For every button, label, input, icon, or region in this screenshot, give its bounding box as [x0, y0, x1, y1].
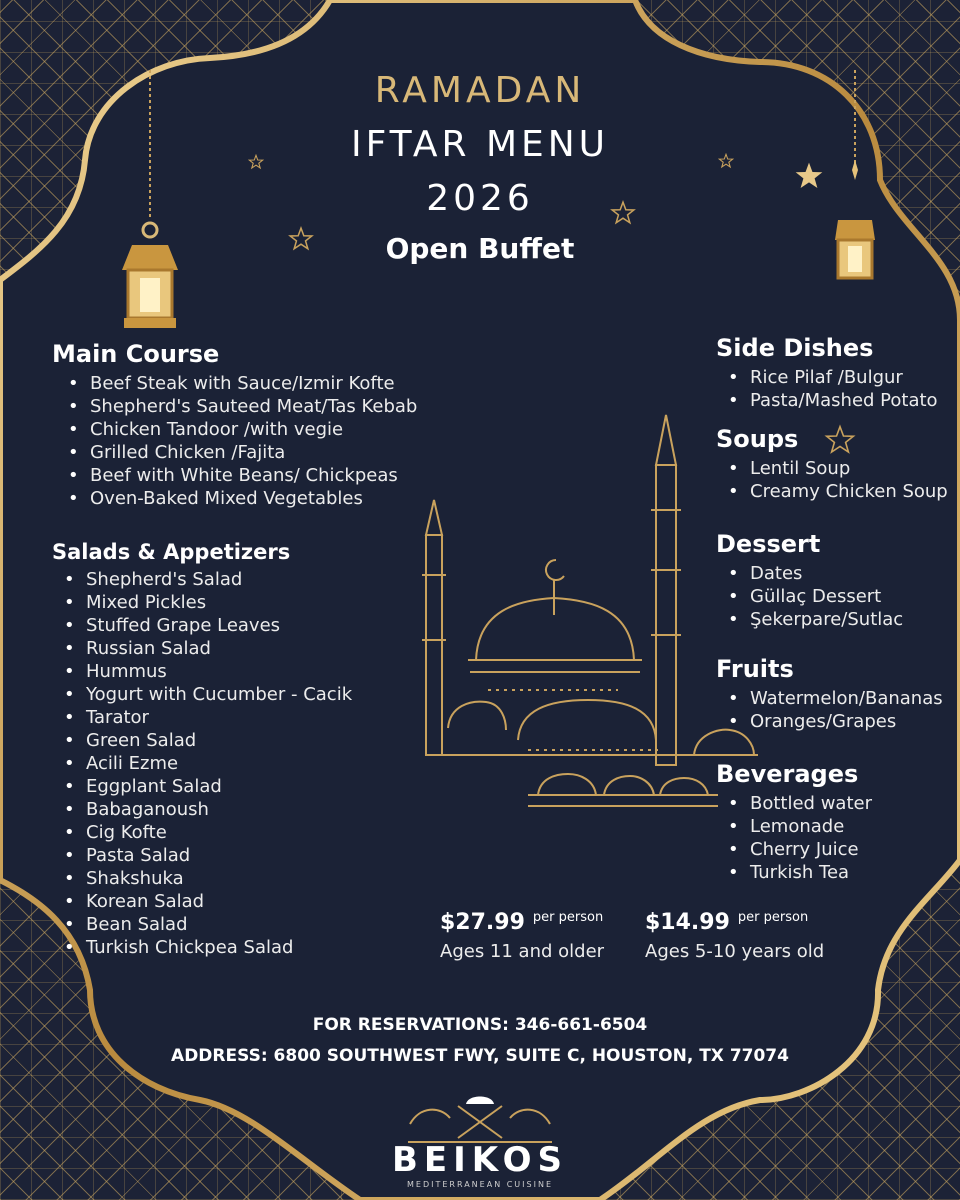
menu-item: • Shakshuka — [86, 867, 352, 890]
menu-title-iftar: IFTAR MENU — [350, 124, 610, 165]
mosque-illustration — [408, 410, 768, 830]
menu-item: • Oranges/Grapes — [750, 710, 943, 733]
menu-item: • Watermelon/Bananas — [750, 687, 943, 710]
reservations-line: FOR RESERVATIONS: 346-661-6504 — [312, 1015, 648, 1035]
menu-list — [716, 366, 938, 412]
menu-item: • Bottled water — [750, 792, 872, 815]
menu-item: • Beef Steak with Sauce/Izmir Kofte — [90, 372, 417, 395]
child-price-unit: per person — [737, 910, 809, 925]
adult-price-unit: per person — [532, 910, 604, 925]
menu-item: • Pasta/Mashed Potato — [750, 389, 938, 412]
menu-item: • Creamy Chicken Soup — [750, 480, 948, 503]
menu-item: • Pasta Salad — [86, 844, 352, 867]
menu-item: • Acili Ezme — [86, 752, 352, 775]
soups-section — [716, 425, 948, 503]
menu-item: • Cherry Juice — [750, 838, 872, 861]
menu-item: • Turkish Chickpea Salad — [86, 936, 352, 959]
menu-item: • Beef with White Beans/ Chickpeas — [90, 464, 417, 487]
menu-item: • Tarator — [86, 706, 352, 729]
menu-item: • Chicken Tandoor /with vegie — [90, 418, 417, 441]
menu-item: • Shepherd's Salad — [86, 568, 352, 591]
section-heading: Fruits — [716, 655, 794, 683]
menu-list — [716, 687, 943, 733]
dessert-section — [716, 530, 903, 631]
adult-age-range: Ages 11 and older — [440, 941, 605, 962]
menu-item: • Grilled Chicken /Fajita — [90, 441, 417, 464]
menu-item: • Green Salad — [86, 729, 352, 752]
side-dishes-section — [716, 334, 938, 412]
menu-item: • Yogurt with Cucumber - Cacik — [86, 683, 352, 706]
menu-item: • Russian Salad — [86, 637, 352, 660]
menu-item: • Lentil Soup — [750, 457, 948, 480]
menu-list — [716, 562, 903, 631]
address-line: ADDRESS: 6800 SOUTHWEST FWY, SUITE C, HOUSTON, TX 77074 — [171, 1046, 789, 1066]
menu-subtitle: Open Buffet — [385, 232, 575, 265]
salads-section — [52, 540, 352, 959]
menu-item: • Oven-Baked Mixed Vegetables — [90, 487, 417, 510]
adult-price-block — [440, 910, 604, 962]
child-price: $14.99 — [645, 910, 730, 935]
menu-item: • Shepherd's Sauteed Meat/Tas Kebab — [90, 395, 417, 418]
main-course-section — [52, 340, 417, 510]
menu-item: • Mixed Pickles — [86, 591, 352, 614]
section-heading: Side Dishes — [716, 334, 874, 362]
menu-list — [716, 792, 872, 884]
menu-item: • Eggplant Salad — [86, 775, 352, 798]
adult-price: $27.99 — [440, 910, 525, 935]
menu-item: • Şekerpare/Sutlac — [750, 608, 903, 631]
fork-knife-logo-icon — [400, 1088, 560, 1144]
menu-item: • Hummus — [86, 660, 352, 683]
child-age-range: Ages 5-10 years old — [645, 941, 825, 962]
menu-list — [52, 372, 417, 510]
child-price-block — [645, 910, 824, 962]
menu-list — [52, 568, 352, 959]
section-heading: Dessert — [716, 530, 821, 558]
menu-item: • Babaganoush — [86, 798, 352, 821]
menu-item: • Lemonade — [750, 815, 872, 838]
menu-title-ramadan: RAMADAN — [374, 70, 586, 111]
brand-name: BEIKOS — [391, 1140, 568, 1180]
menu-item: • Stuffed Grape Leaves — [86, 614, 352, 637]
menu-item: • Güllaç Dessert — [750, 585, 903, 608]
section-heading: Beverages — [716, 760, 859, 788]
section-heading: Soups — [716, 425, 799, 453]
fruits-section — [716, 655, 943, 733]
section-heading: Main Course — [52, 340, 220, 368]
beverages-section — [716, 760, 872, 884]
menu-item: • Korean Salad — [86, 890, 352, 913]
menu-list — [716, 457, 948, 503]
menu-title-year: 2026 — [426, 178, 534, 219]
menu-item: • Rice Pilaf /Bulgur — [750, 366, 938, 389]
menu-item: • Dates — [750, 562, 903, 585]
section-heading: Salads & Appetizers — [52, 540, 291, 564]
menu-item: • Bean Salad — [86, 913, 352, 936]
menu-item: • Cig Kofte — [86, 821, 352, 844]
menu-item: • Turkish Tea — [750, 861, 872, 884]
brand-tagline: MEDITERRANEAN CUISINE — [407, 1180, 553, 1189]
